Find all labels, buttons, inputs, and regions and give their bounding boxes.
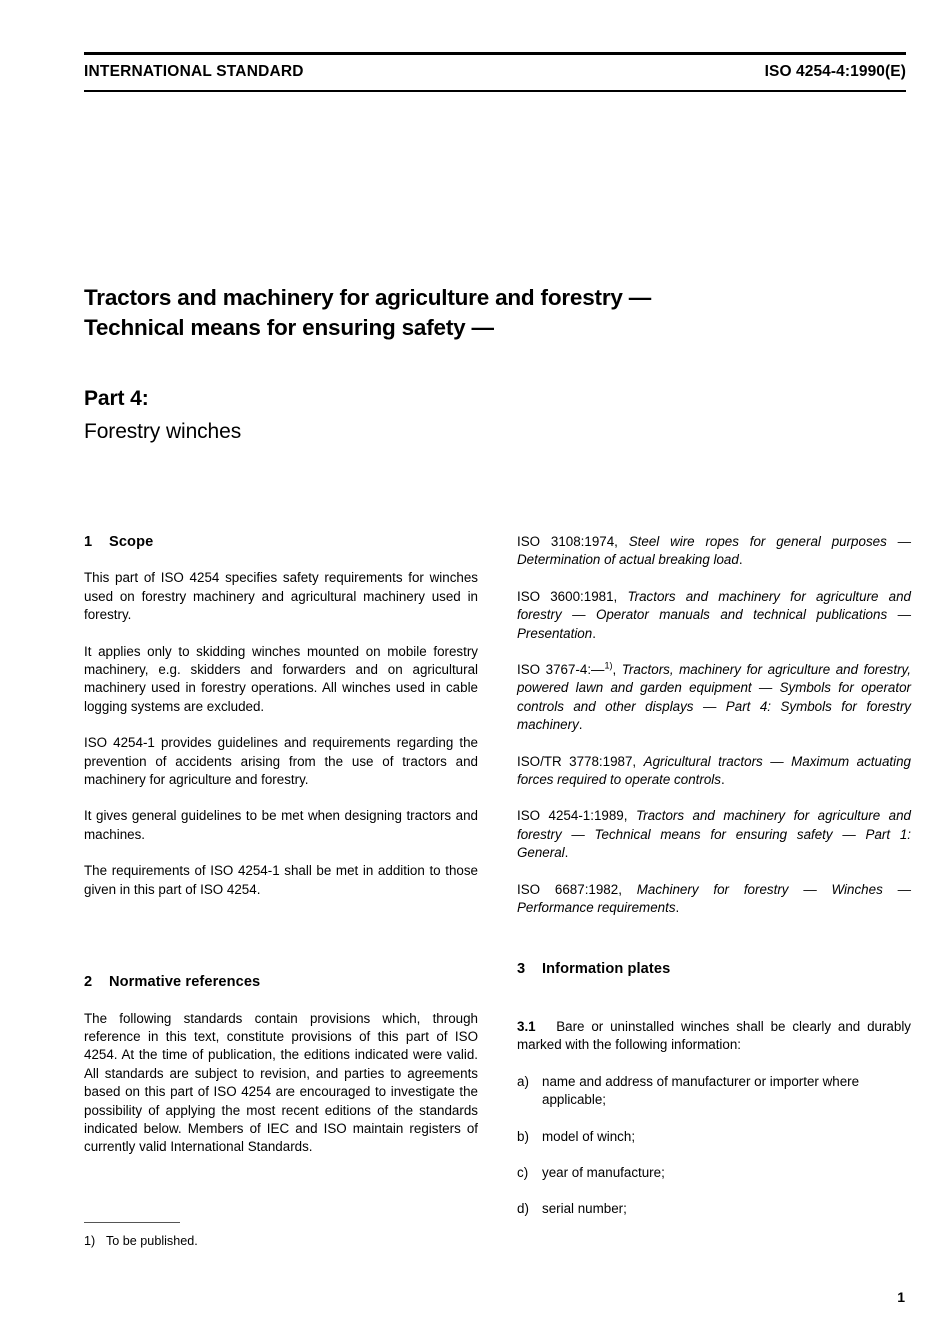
list-item-text: year of manufacture; xyxy=(542,1164,665,1180)
reference-title: Tractors, machinery for agriculture and forestry, powered lawn and garden equipment — Symbols for operator controls and other displays — Part 4: Symbols for forestry machinery xyxy=(517,662,911,733)
scope-paragraph-3: ISO 4254-1 provides guidelines and requirements regarding the prevention of accidents arising from the use of tractors and machinery for agriculture and forestry. xyxy=(84,735,478,788)
scope-paragraph-1: This part of ISO 4254 specifies safety requirements for winches used on forestry machinery and agricultural machinery used in forestry. xyxy=(84,570,478,623)
list-item-text: model of winch; xyxy=(542,1128,636,1144)
footnote xyxy=(84,1234,478,1248)
header-row xyxy=(84,55,906,90)
reference-entry xyxy=(517,753,911,790)
list-item-text: serial number; xyxy=(542,1201,627,1217)
section-number-scope: 1 xyxy=(84,534,93,550)
reference-title: Steel wire ropes for general purposes — Determination of actual breaking load xyxy=(517,534,911,568)
list-item xyxy=(517,1164,911,1182)
section-title-scope: Scope xyxy=(109,534,154,550)
reference-terminator: . xyxy=(675,900,680,916)
section-heading-information-plates xyxy=(517,960,911,978)
reference-terminator: . xyxy=(592,625,596,641)
section-title-normative-references: Normative references xyxy=(109,974,261,991)
page-number: 1 xyxy=(897,1289,905,1305)
list-item-marker: d) xyxy=(517,1201,529,1217)
list-item-marker: c) xyxy=(517,1164,529,1180)
footnote-block xyxy=(84,1222,478,1248)
section-number-information-plates: 3 xyxy=(517,960,526,977)
document-title xyxy=(84,283,704,343)
footnote-text: To be published. xyxy=(106,1234,198,1248)
clause-number: 3.1 xyxy=(517,1018,536,1034)
reference-entry xyxy=(517,533,911,570)
header-standard-label: INTERNATIONAL STANDARD xyxy=(84,63,304,80)
clause-text: Bare or uninstalled winches shall be clearly and durably marked with the following information: xyxy=(517,1018,911,1053)
document-title-line-2: Technical means for ensuring safety — xyxy=(84,315,494,340)
list-item xyxy=(517,1128,911,1146)
reference-title: Tractors and machinery for agriculture and forestry — Technical means for ensuring safety — Part 1: General xyxy=(517,808,911,861)
scope-paragraph-5: The requirements of ISO 4254-1 shall be met in addition to those given in this part of ISO 4254. xyxy=(84,863,478,897)
list-item-marker: a) xyxy=(517,1073,529,1089)
reference-designation: ISO/TR 3778:1987, xyxy=(517,753,644,769)
reference-designation: ISO 3600:1981, xyxy=(517,588,628,604)
list-item-text: name and address of manufacturer or importer where applicable; xyxy=(542,1073,860,1108)
list-item xyxy=(517,1200,911,1218)
reference-terminator: . xyxy=(564,845,569,861)
footnote-separator-rule xyxy=(84,1222,180,1223)
left-column xyxy=(84,533,478,1157)
part-number: Part 4: xyxy=(84,387,149,410)
section-heading-scope xyxy=(84,533,478,551)
reference-designation: ISO 6687:1982, xyxy=(517,881,637,897)
reference-entry xyxy=(517,661,911,735)
clause-3-1 xyxy=(517,1018,911,1055)
part-title: Forestry winches xyxy=(84,420,242,443)
footnote-marker: 1) xyxy=(84,1234,96,1248)
header-standard-number: ISO 4254-4:1990(E) xyxy=(764,63,906,80)
section-number-normative-references: 2 xyxy=(84,974,93,991)
reference-terminator: . xyxy=(738,552,743,568)
reference-terminator: . xyxy=(720,772,725,788)
document-title-line-1: Tractors and machinery for agriculture and forestry — xyxy=(84,285,652,310)
reference-title: Agricultural tractors — Maximum actuating forces required to operate controls xyxy=(517,753,911,788)
reference-entry xyxy=(517,881,911,918)
running-header xyxy=(84,52,906,92)
normative-references-paragraph: The following standards contain provisions which, through reference in this text, constitute provisions of this part of ISO 4254. At the time of publication, the editions indicated were valid. All standards are subject to revision, and parties to agreements based on this part of ISO 4254 are encouraged to investigate the possibility of applying the most recent editions of the standards indicated below. Members of IEC and ISO maintain registers of currently valid International Standards. xyxy=(84,1010,478,1155)
reference-designation: ISO 3108:1974, xyxy=(517,534,629,549)
section-title-information-plates: Information plates xyxy=(542,960,671,977)
reference-designation: ISO 3767-4:— xyxy=(517,662,605,678)
reference-title: Tractors and machinery for agriculture and forestry — Operator manuals and technical publications — Presentation xyxy=(517,588,912,641)
scope-paragraph-2: It applies only to skidding winches mounted on mobile forestry machinery, e.g. skidders and forwarders and on agricultural machinery used in forestry operations. All winches used in cable logging systems are excluded. xyxy=(84,643,478,714)
list-item-marker: b) xyxy=(517,1128,529,1144)
reference-title: Machinery for forestry — Winches — Performance requirements xyxy=(517,881,911,916)
reference-terminator: . xyxy=(578,717,583,733)
reference-designation: ISO 4254-1:1989, xyxy=(517,808,636,824)
scope-paragraph-4: It gives general guidelines to be met when designing tractors and machines. xyxy=(84,808,478,842)
list-item xyxy=(517,1073,911,1110)
reference-entry xyxy=(517,807,911,862)
right-column xyxy=(517,533,911,1219)
reference-designation-tail: , xyxy=(612,662,622,678)
title-block xyxy=(84,283,704,444)
section-heading-normative-references xyxy=(84,973,478,991)
reference-entry xyxy=(517,588,911,643)
header-rule-bottom xyxy=(84,90,906,92)
footnote-reference-marker: 1) xyxy=(604,660,613,671)
